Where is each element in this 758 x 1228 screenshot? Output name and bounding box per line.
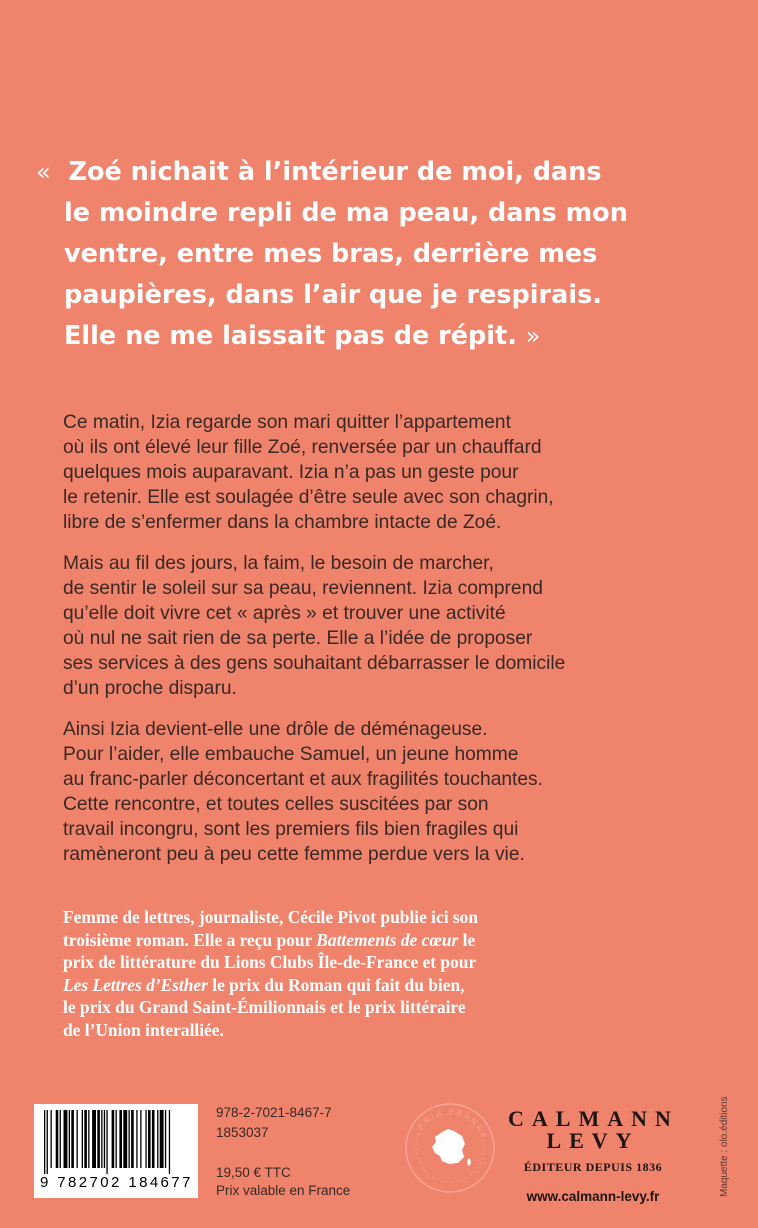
barcode: [34, 1104, 198, 1198]
book-title-lettres: Les Lettres d’Esther: [63, 974, 208, 995]
isbn: 978-2-7021-8467-7: [216, 1105, 332, 1120]
publisher-name-1: CALMANN: [508, 1106, 679, 1131]
publisher-subtitle: ÉDITEUR DEPUIS 1836: [523, 1160, 663, 1174]
barcode-bars: [44, 1110, 190, 1174]
publisher-name-2: LEVY: [546, 1128, 640, 1153]
summary-paragraph-2: Mais au fil des jours, la faim, le besoin de marcher, de sentir le soleil sur sa peau, reviennent. Izia comprend qu’elle doit vivre cet « après » et trouver une activité où nul ne sait rien de sa perte. Elle a l’idée de proposer ses services à des gens souhaitant débarrasser le domicile d’un proche disparu.: [63, 553, 566, 699]
quote-line-2: le moindre repli de ma peau, dans mon: [64, 198, 628, 228]
barcode-digits: 9 782702 184677: [40, 1174, 193, 1191]
summary-paragraph-1: Ce matin, Izia regarde son mari quitter l’appartement où ils ont élevé leur fille Zoé, renversée par un chauffard quelques mois auparavant. Izia n’a pas un geste pour le retenir. Elle est soulagée d’être seule avec son chagrin, libre de s’enfermer dans la chambre intacte de Zoé.: [63, 412, 554, 533]
quote-line-3: ventre, entre mes bras, derrière mes: [64, 239, 598, 269]
quote-close-mark: »: [525, 322, 541, 350]
price: 19,50 € TTC: [216, 1165, 291, 1180]
seal-label: PRIX FRANCE: [417, 1108, 489, 1142]
price-validity: Prix valable en France: [216, 1183, 351, 1198]
quote-line-1: « Zoé nichait à l’intérieur de moi, dans: [36, 157, 602, 187]
quote-line-5: Elle ne me laissait pas de répit. »: [64, 321, 541, 351]
product-code: 1853037: [216, 1125, 269, 1140]
design-credit: Maquette : olo.éditions: [719, 1096, 730, 1197]
book-summary: [63, 410, 743, 883]
book-title-battements: Battements de cœur: [316, 929, 459, 950]
publisher-logo: [508, 1108, 678, 1204]
france-seal-icon: [402, 1100, 498, 1196]
summary-paragraph-3: Ainsi Izia devient-elle une drôle de déménageuse. Pour l’aider, elle embauche Samuel, un jeune homme au franc-parler déconcertant et aux fragilités touchantes. Cette rencontre, et toutes celles suscitées par son travail incongru, sont les premiers fils bien fragiles qui ramèneront peu à peu cette femme perdue vers la vie.: [63, 719, 543, 865]
pull-quote: [36, 152, 726, 357]
quote-open-mark: «: [36, 158, 51, 186]
quote-line-4: paupières, dans l’air que je respirais.: [64, 280, 602, 310]
publisher-url: www.calmann-levy.fr: [526, 1189, 660, 1204]
author-bio: Femme de lettres, journaliste, Cécile Pivot publie ici son troisième roman. Elle a reçu pour Battements de cœur le prix de littérature du Lions Clubs Île-de-France et pour Les Lettres d’Esther le prix du Roman qui fait du bien, le prix du Grand Saint-Émilionnais et le prix littéraire de l’Union interalliée.: [63, 907, 479, 1040]
